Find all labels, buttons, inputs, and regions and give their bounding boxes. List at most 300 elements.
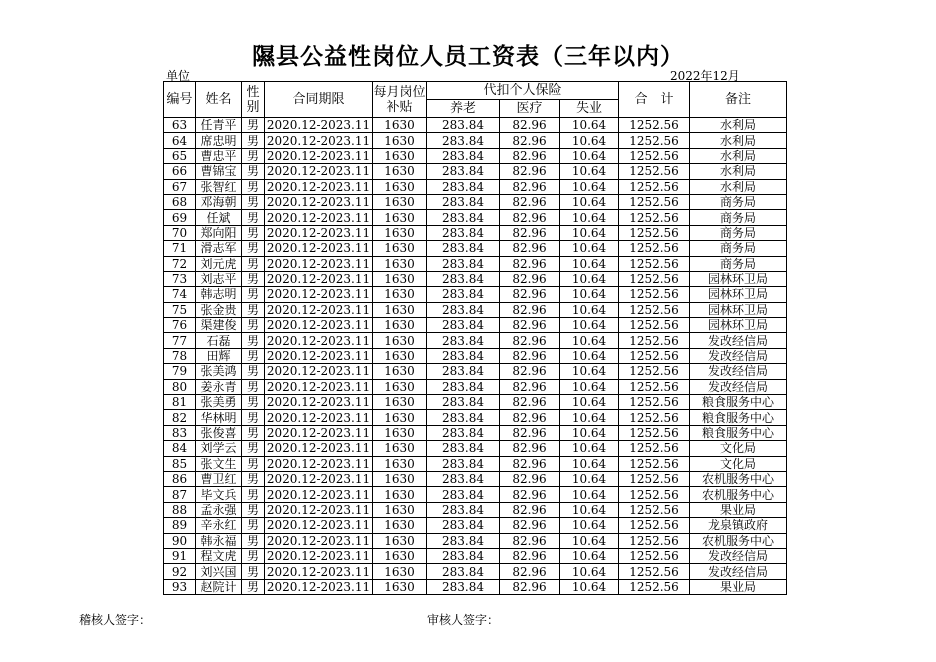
table-row (164, 225, 787, 240)
cell-contract: 2020.12-2023.11 (265, 210, 373, 225)
cell-subsidy: 1630 (373, 425, 427, 440)
cell-subsidy: 1630 (373, 533, 427, 548)
cell-subsidy: 1630 (373, 441, 427, 456)
cell-medical: 82.96 (500, 210, 560, 225)
cell-pension: 283.84 (427, 210, 500, 225)
cell-contract: 2020.12-2023.11 (265, 471, 373, 486)
cell-remark: 文化局 (690, 456, 787, 471)
cell-no: 84 (164, 441, 196, 456)
cell-name: 张美鸿 (196, 364, 242, 379)
cell-subsidy: 1630 (373, 364, 427, 379)
table-row (164, 364, 787, 379)
cell-contract: 2020.12-2023.11 (265, 194, 373, 209)
cell-name: 辛永红 (196, 518, 242, 533)
cell-unemployment: 10.64 (560, 410, 619, 425)
page-title: 隰县公益性岗位人员工资表（三年以内） (252, 44, 684, 70)
cell-no: 72 (164, 256, 196, 271)
cell-total: 1252.56 (619, 118, 690, 133)
cell-no: 63 (164, 118, 196, 133)
cell-gender: 男 (242, 348, 265, 363)
cell-unemployment: 10.64 (560, 533, 619, 548)
cell-no: 71 (164, 241, 196, 256)
table-row (164, 133, 787, 148)
cell-gender: 男 (242, 256, 265, 271)
cell-gender: 男 (242, 564, 265, 579)
cell-unemployment: 10.64 (560, 456, 619, 471)
header-remark: 备注 (690, 82, 787, 118)
cell-contract: 2020.12-2023.11 (265, 348, 373, 363)
cell-subsidy: 1630 (373, 471, 427, 486)
cell-no: 86 (164, 471, 196, 486)
cell-total: 1252.56 (619, 425, 690, 440)
cell-contract: 2020.12-2023.11 (265, 548, 373, 563)
cell-subsidy: 1630 (373, 148, 427, 163)
cell-gender: 男 (242, 379, 265, 394)
cell-total: 1252.56 (619, 271, 690, 286)
cell-contract: 2020.12-2023.11 (265, 487, 373, 502)
cell-total: 1252.56 (619, 348, 690, 363)
cell-remark: 粮食服务中心 (690, 395, 787, 410)
cell-subsidy: 1630 (373, 502, 427, 517)
cell-medical: 82.96 (500, 518, 560, 533)
cell-name: 程文虎 (196, 548, 242, 563)
cell-no: 92 (164, 564, 196, 579)
cell-no: 75 (164, 302, 196, 317)
cell-medical: 82.96 (500, 579, 560, 594)
cell-unemployment: 10.64 (560, 364, 619, 379)
salary-table (163, 81, 787, 595)
cell-total: 1252.56 (619, 148, 690, 163)
cell-gender: 男 (242, 210, 265, 225)
cell-subsidy: 1630 (373, 348, 427, 363)
cell-total: 1252.56 (619, 502, 690, 517)
cell-medical: 82.96 (500, 271, 560, 286)
table-row (164, 471, 787, 486)
cell-name: 曹锦宝 (196, 164, 242, 179)
cell-medical: 82.96 (500, 471, 560, 486)
cell-pension: 283.84 (427, 148, 500, 163)
date-label: 2022年12月 (670, 69, 740, 83)
table-body (164, 118, 787, 595)
cell-name: 席忠明 (196, 133, 242, 148)
cell-subsidy: 1630 (373, 548, 427, 563)
cell-medical: 82.96 (500, 118, 560, 133)
cell-remark: 商务局 (690, 210, 787, 225)
cell-remark: 园林环卫局 (690, 271, 787, 286)
header-medical: 医疗 (500, 100, 560, 118)
cell-medical: 82.96 (500, 133, 560, 148)
cell-name: 曹忠平 (196, 148, 242, 163)
cell-name: 刘兴国 (196, 564, 242, 579)
cell-medical: 82.96 (500, 318, 560, 333)
cell-gender: 男 (242, 148, 265, 163)
cell-total: 1252.56 (619, 302, 690, 317)
cell-total: 1252.56 (619, 133, 690, 148)
cell-name: 张智红 (196, 179, 242, 194)
cell-no: 91 (164, 548, 196, 563)
cell-unemployment: 10.64 (560, 133, 619, 148)
cell-subsidy: 1630 (373, 395, 427, 410)
header-pension: 养老 (427, 100, 500, 118)
cell-subsidy: 1630 (373, 379, 427, 394)
cell-name: 滑志军 (196, 241, 242, 256)
cell-total: 1252.56 (619, 225, 690, 240)
cell-pension: 283.84 (427, 364, 500, 379)
cell-subsidy: 1630 (373, 179, 427, 194)
cell-unemployment: 10.64 (560, 210, 619, 225)
cell-pension: 283.84 (427, 441, 500, 456)
cell-subsidy: 1630 (373, 271, 427, 286)
cell-medical: 82.96 (500, 502, 560, 517)
cell-pension: 283.84 (427, 579, 500, 594)
cell-remark: 发改经信局 (690, 348, 787, 363)
cell-total: 1252.56 (619, 487, 690, 502)
cell-remark: 农机服务中心 (690, 487, 787, 502)
cell-unemployment: 10.64 (560, 548, 619, 563)
cell-remark: 果业局 (690, 579, 787, 594)
cell-gender: 男 (242, 533, 265, 548)
cell-unemployment: 10.64 (560, 579, 619, 594)
cell-remark: 水利局 (690, 179, 787, 194)
cell-medical: 82.96 (500, 164, 560, 179)
cell-contract: 2020.12-2023.11 (265, 333, 373, 348)
cell-medical: 82.96 (500, 241, 560, 256)
cell-name: 华林明 (196, 410, 242, 425)
cell-unemployment: 10.64 (560, 302, 619, 317)
cell-gender: 男 (242, 579, 265, 594)
table-row (164, 348, 787, 363)
cell-unemployment: 10.64 (560, 271, 619, 286)
cell-pension: 283.84 (427, 318, 500, 333)
cell-name: 刘志平 (196, 271, 242, 286)
cell-remark: 园林环卫局 (690, 287, 787, 302)
cell-total: 1252.56 (619, 518, 690, 533)
table-row (164, 118, 787, 133)
cell-medical: 82.96 (500, 179, 560, 194)
cell-subsidy: 1630 (373, 410, 427, 425)
cell-contract: 2020.12-2023.11 (265, 133, 373, 148)
unit-label: 单位 (166, 69, 191, 83)
cell-contract: 2020.12-2023.11 (265, 256, 373, 271)
cell-pension: 283.84 (427, 225, 500, 240)
cell-contract: 2020.12-2023.11 (265, 364, 373, 379)
cell-unemployment: 10.64 (560, 287, 619, 302)
table-row (164, 487, 787, 502)
table-row (164, 564, 787, 579)
cell-no: 79 (164, 364, 196, 379)
cell-medical: 82.96 (500, 395, 560, 410)
cell-name: 任青平 (196, 118, 242, 133)
cell-no: 67 (164, 179, 196, 194)
cell-gender: 男 (242, 333, 265, 348)
cell-name: 韩永福 (196, 533, 242, 548)
table-row (164, 456, 787, 471)
cell-pension: 283.84 (427, 271, 500, 286)
cell-gender: 男 (242, 410, 265, 425)
table-row (164, 271, 787, 286)
cell-pension: 283.84 (427, 518, 500, 533)
cell-pension: 283.84 (427, 302, 500, 317)
table-row (164, 333, 787, 348)
cell-gender: 男 (242, 487, 265, 502)
cell-subsidy: 1630 (373, 225, 427, 240)
header-insurance-group: 代扣个人保险 (427, 82, 619, 100)
cell-subsidy: 1630 (373, 133, 427, 148)
cell-no: 74 (164, 287, 196, 302)
cell-contract: 2020.12-2023.11 (265, 118, 373, 133)
cell-medical: 82.96 (500, 425, 560, 440)
table-row (164, 548, 787, 563)
cell-name: 刘学云 (196, 441, 242, 456)
cell-unemployment: 10.64 (560, 518, 619, 533)
cell-total: 1252.56 (619, 287, 690, 302)
cell-pension: 283.84 (427, 379, 500, 394)
cell-pension: 283.84 (427, 471, 500, 486)
cell-subsidy: 1630 (373, 302, 427, 317)
cell-gender: 男 (242, 548, 265, 563)
cell-subsidy: 1630 (373, 256, 427, 271)
cell-gender: 男 (242, 194, 265, 209)
cell-unemployment: 10.64 (560, 487, 619, 502)
cell-name: 孟永强 (196, 502, 242, 517)
cell-remark: 龙泉镇政府 (690, 518, 787, 533)
cell-subsidy: 1630 (373, 564, 427, 579)
cell-gender: 男 (242, 425, 265, 440)
cell-subsidy: 1630 (373, 287, 427, 302)
cell-pension: 283.84 (427, 118, 500, 133)
cell-unemployment: 10.64 (560, 318, 619, 333)
cell-contract: 2020.12-2023.11 (265, 302, 373, 317)
cell-pension: 283.84 (427, 194, 500, 209)
cell-remark: 发改经信局 (690, 364, 787, 379)
cell-name: 田辉 (196, 348, 242, 363)
cell-pension: 283.84 (427, 348, 500, 363)
cell-contract: 2020.12-2023.11 (265, 225, 373, 240)
cell-pension: 283.84 (427, 425, 500, 440)
cell-contract: 2020.12-2023.11 (265, 148, 373, 163)
table-row (164, 179, 787, 194)
cell-total: 1252.56 (619, 564, 690, 579)
cell-contract: 2020.12-2023.11 (265, 441, 373, 456)
cell-remark: 园林环卫局 (690, 318, 787, 333)
cell-total: 1252.56 (619, 256, 690, 271)
cell-contract: 2020.12-2023.11 (265, 241, 373, 256)
cell-name: 邓海朝 (196, 194, 242, 209)
cell-name: 石磊 (196, 333, 242, 348)
cell-contract: 2020.12-2023.11 (265, 179, 373, 194)
table-row (164, 579, 787, 594)
cell-subsidy: 1630 (373, 318, 427, 333)
cell-remark: 商务局 (690, 194, 787, 209)
cell-medical: 82.96 (500, 379, 560, 394)
cell-medical: 82.96 (500, 364, 560, 379)
cell-gender: 男 (242, 364, 265, 379)
cell-gender: 男 (242, 471, 265, 486)
cell-subsidy: 1630 (373, 118, 427, 133)
cell-name: 曹卫红 (196, 471, 242, 486)
cell-name: 刘元虎 (196, 256, 242, 271)
cell-pension: 283.84 (427, 487, 500, 502)
cell-subsidy: 1630 (373, 210, 427, 225)
cell-unemployment: 10.64 (560, 502, 619, 517)
cell-pension: 283.84 (427, 179, 500, 194)
cell-subsidy: 1630 (373, 164, 427, 179)
cell-contract: 2020.12-2023.11 (265, 518, 373, 533)
cell-subsidy: 1630 (373, 333, 427, 348)
cell-remark: 文化局 (690, 441, 787, 456)
cell-pension: 283.84 (427, 410, 500, 425)
table-row (164, 502, 787, 517)
cell-remark: 粮食服务中心 (690, 410, 787, 425)
cell-no: 88 (164, 502, 196, 517)
cell-total: 1252.56 (619, 241, 690, 256)
cell-remark: 发改经信局 (690, 564, 787, 579)
cell-gender: 男 (242, 518, 265, 533)
cell-gender: 男 (242, 287, 265, 302)
table-row (164, 395, 787, 410)
table-row (164, 194, 787, 209)
cell-pension: 283.84 (427, 133, 500, 148)
cell-no: 81 (164, 395, 196, 410)
table-row (164, 533, 787, 548)
cell-total: 1252.56 (619, 333, 690, 348)
cell-medical: 82.96 (500, 487, 560, 502)
table-row (164, 410, 787, 425)
cell-name: 渠建俊 (196, 318, 242, 333)
cell-unemployment: 10.64 (560, 164, 619, 179)
cell-gender: 男 (242, 456, 265, 471)
table-row (164, 210, 787, 225)
cell-medical: 82.96 (500, 194, 560, 209)
cell-name: 张俊喜 (196, 425, 242, 440)
cell-name: 姜永青 (196, 379, 242, 394)
table-row (164, 287, 787, 302)
cell-remark: 水利局 (690, 164, 787, 179)
cell-remark: 发改经信局 (690, 333, 787, 348)
cell-name: 任斌 (196, 210, 242, 225)
table-row (164, 241, 787, 256)
cell-no: 83 (164, 425, 196, 440)
header-gender-text: 性别 (246, 84, 260, 115)
cell-no: 70 (164, 225, 196, 240)
cell-total: 1252.56 (619, 379, 690, 394)
cell-gender: 男 (242, 241, 265, 256)
cell-gender: 男 (242, 225, 265, 240)
header-subsidy-text: 每月岗位补贴 (373, 84, 426, 115)
cell-gender: 男 (242, 441, 265, 456)
cell-total: 1252.56 (619, 395, 690, 410)
cell-medical: 82.96 (500, 456, 560, 471)
cell-no: 64 (164, 133, 196, 148)
cell-name: 张美勇 (196, 395, 242, 410)
cell-subsidy: 1630 (373, 487, 427, 502)
cell-no: 93 (164, 579, 196, 594)
cell-no: 87 (164, 487, 196, 502)
cell-contract: 2020.12-2023.11 (265, 379, 373, 394)
cell-contract: 2020.12-2023.11 (265, 271, 373, 286)
cell-gender: 男 (242, 318, 265, 333)
cell-subsidy: 1630 (373, 579, 427, 594)
cell-total: 1252.56 (619, 210, 690, 225)
cell-unemployment: 10.64 (560, 395, 619, 410)
cell-medical: 82.96 (500, 256, 560, 271)
cell-remark: 农机服务中心 (690, 533, 787, 548)
cell-contract: 2020.12-2023.11 (265, 410, 373, 425)
cell-gender: 男 (242, 302, 265, 317)
cell-no: 65 (164, 148, 196, 163)
cell-unemployment: 10.64 (560, 118, 619, 133)
cell-name: 韩志明 (196, 287, 242, 302)
cell-gender: 男 (242, 118, 265, 133)
cell-pension: 283.84 (427, 564, 500, 579)
cell-gender: 男 (242, 164, 265, 179)
cell-no: 80 (164, 379, 196, 394)
cell-medical: 82.96 (500, 225, 560, 240)
table-row (164, 148, 787, 163)
cell-no: 69 (164, 210, 196, 225)
cell-contract: 2020.12-2023.11 (265, 164, 373, 179)
cell-pension: 283.84 (427, 241, 500, 256)
header-gender (242, 82, 265, 118)
cell-medical: 82.96 (500, 564, 560, 579)
cell-gender: 男 (242, 271, 265, 286)
cell-contract: 2020.12-2023.11 (265, 395, 373, 410)
header-no: 编号 (164, 82, 196, 118)
cell-medical: 82.96 (500, 302, 560, 317)
cell-pension: 283.84 (427, 256, 500, 271)
cell-unemployment: 10.64 (560, 333, 619, 348)
cell-medical: 82.96 (500, 333, 560, 348)
cell-total: 1252.56 (619, 318, 690, 333)
header-name: 姓名 (196, 82, 242, 118)
cell-no: 68 (164, 194, 196, 209)
cell-contract: 2020.12-2023.11 (265, 502, 373, 517)
cell-total: 1252.56 (619, 441, 690, 456)
cell-unemployment: 10.64 (560, 148, 619, 163)
header-contract: 合同期限 (265, 82, 373, 118)
table-row (164, 425, 787, 440)
cell-medical: 82.96 (500, 148, 560, 163)
table-row (164, 256, 787, 271)
cell-no: 73 (164, 271, 196, 286)
cell-subsidy: 1630 (373, 456, 427, 471)
cell-medical: 82.96 (500, 348, 560, 363)
cell-unemployment: 10.64 (560, 241, 619, 256)
table-row (164, 318, 787, 333)
cell-no: 82 (164, 410, 196, 425)
cell-unemployment: 10.64 (560, 379, 619, 394)
cell-name: 张文生 (196, 456, 242, 471)
cell-contract: 2020.12-2023.11 (265, 533, 373, 548)
table-row (164, 379, 787, 394)
cell-pension: 283.84 (427, 533, 500, 548)
cell-contract: 2020.12-2023.11 (265, 425, 373, 440)
cell-name: 赵院计 (196, 579, 242, 594)
cell-contract: 2020.12-2023.11 (265, 318, 373, 333)
table-row (164, 164, 787, 179)
cell-pension: 283.84 (427, 333, 500, 348)
cell-unemployment: 10.64 (560, 441, 619, 456)
cell-pension: 283.84 (427, 164, 500, 179)
cell-unemployment: 10.64 (560, 179, 619, 194)
cell-remark: 粮食服务中心 (690, 425, 787, 440)
cell-remark: 水利局 (690, 118, 787, 133)
cell-remark: 商务局 (690, 256, 787, 271)
reviewer-signature-label: 稽核人签字： (79, 613, 152, 627)
cell-unemployment: 10.64 (560, 256, 619, 271)
cell-no: 89 (164, 518, 196, 533)
cell-total: 1252.56 (619, 179, 690, 194)
